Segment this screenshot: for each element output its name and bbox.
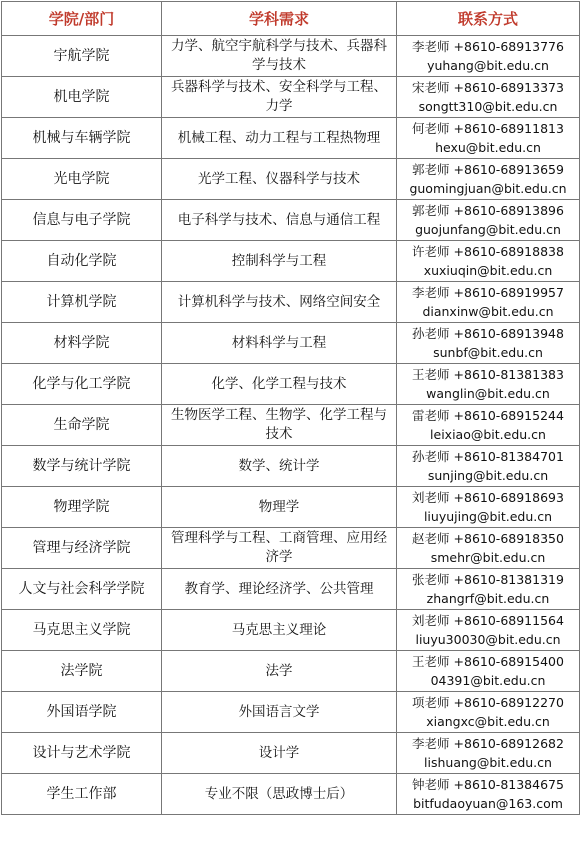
contact-cell [397,487,580,528]
contact-cell [397,651,580,692]
contact-person: 孙老师 +8610-68913948 [412,326,564,341]
subject-cell: 数学、统计学 [162,446,397,487]
header-subject: 学科需求 [162,2,397,36]
contact-person: 雷老师 +8610-68915244 [412,408,564,423]
contact-person: 郭老师 +8610-68913896 [412,203,564,218]
table-row [2,651,580,692]
contact-cell [397,569,580,610]
subject-cell: 教育学、理论经济学、公共管理 [162,569,397,610]
contact-cell [397,610,580,651]
college-cell: 设计与艺术学院 [2,733,162,774]
contact-cell [397,323,580,364]
contact-email[interactable]: leixiao@bit.edu.cn [430,427,546,442]
contact-person: 宋老师 +8610-68913373 [412,80,564,95]
college-cell: 外国语学院 [2,692,162,733]
contact-cell [397,36,580,77]
table-row [2,200,580,241]
contact-cell [397,118,580,159]
contact-person: 刘老师 +8610-68911564 [412,613,564,628]
subject-cell: 生物医学工程、生物学、化学工程与技术 [162,405,397,446]
table-row [2,692,580,733]
contact-email[interactable]: smehr@bit.edu.cn [430,550,546,565]
table-row [2,487,580,528]
subject-cell: 光学工程、仪器科学与技术 [162,159,397,200]
contact-person: 郭老师 +8610-68913659 [412,162,564,177]
table-row [2,733,580,774]
contact-email[interactable]: sunbf@bit.edu.cn [433,345,543,360]
contact-person: 赵老师 +8610-68918350 [412,531,564,546]
contact-cell [397,282,580,323]
subject-cell: 外国语言文学 [162,692,397,733]
college-cell: 材料学院 [2,323,162,364]
contact-email[interactable]: hexu@bit.edu.cn [435,140,541,155]
college-cell: 化学与化工学院 [2,364,162,405]
subject-cell: 控制科学与工程 [162,241,397,282]
contact-email[interactable]: wanglin@bit.edu.cn [426,386,550,401]
contact-cell [397,364,580,405]
header-college: 学院/部门 [2,2,162,36]
college-cell: 机械与车辆学院 [2,118,162,159]
recruitment-table [1,1,580,815]
subject-cell: 机械工程、动力工程与工程热物理 [162,118,397,159]
contact-email[interactable]: 04391@bit.edu.cn [430,673,546,688]
college-cell: 数学与统计学院 [2,446,162,487]
contact-cell [397,77,580,118]
contact-person: 何老师 +8610-68911813 [412,121,564,136]
table-row [2,77,580,118]
subject-cell: 物理学 [162,487,397,528]
contact-email[interactable]: lishuang@bit.edu.cn [424,755,552,770]
contact-email[interactable]: xiangxc@bit.edu.cn [426,714,550,729]
college-cell: 人文与社会科学学院 [2,569,162,610]
college-cell: 学生工作部 [2,774,162,815]
college-cell: 马克思主义学院 [2,610,162,651]
contact-cell [397,528,580,569]
contact-email[interactable]: sunjing@bit.edu.cn [427,468,549,483]
college-cell: 法学院 [2,651,162,692]
subject-cell: 专业不限（思政博士后） [162,774,397,815]
college-cell: 计算机学院 [2,282,162,323]
contact-email[interactable]: dianxinw@bit.edu.cn [422,304,554,319]
contact-email[interactable]: xuxiuqin@bit.edu.cn [423,263,553,278]
table-header-row [2,2,580,36]
subject-cell: 电子科学与技术、信息与通信工程 [162,200,397,241]
contact-person: 王老师 +8610-81381383 [412,367,564,382]
table-row [2,36,580,77]
college-cell: 生命学院 [2,405,162,446]
contact-email[interactable]: liuyujing@bit.edu.cn [423,509,553,524]
contact-email[interactable]: liuyu30030@bit.edu.cn [415,632,561,647]
contact-person: 项老师 +8610-68912270 [412,695,564,710]
header-contact: 联系方式 [397,2,580,36]
table-row [2,405,580,446]
college-cell: 宇航学院 [2,36,162,77]
table-row [2,569,580,610]
contact-person: 李老师 +8610-68919957 [412,285,564,300]
college-cell: 管理与经济学院 [2,528,162,569]
contact-email[interactable]: guojunfang@bit.edu.cn [415,222,561,237]
table-row [2,323,580,364]
college-cell: 物理学院 [2,487,162,528]
contact-cell [397,241,580,282]
subject-cell: 计算机科学与技术、网络空间安全 [162,282,397,323]
contact-person: 张老师 +8610-81381319 [412,572,564,587]
table-row [2,241,580,282]
contact-cell [397,733,580,774]
table-row [2,446,580,487]
contact-person: 李老师 +8610-68913776 [412,39,564,54]
college-cell: 自动化学院 [2,241,162,282]
table-row [2,774,580,815]
table-row [2,118,580,159]
contact-cell [397,159,580,200]
college-cell: 机电学院 [2,77,162,118]
subject-cell: 管理科学与工程、工商管理、应用经济学 [162,528,397,569]
subject-cell: 法学 [162,651,397,692]
contact-cell [397,774,580,815]
contact-cell [397,200,580,241]
contact-email[interactable]: guomingjuan@bit.edu.cn [409,181,567,196]
table-row [2,282,580,323]
contact-person: 许老师 +8610-68918838 [412,244,564,259]
table-row [2,159,580,200]
contact-cell [397,446,580,487]
subject-cell: 设计学 [162,733,397,774]
table-row [2,610,580,651]
table-row [2,528,580,569]
contact-person: 刘老师 +8610-68918693 [412,490,564,505]
contact-person: 孙老师 +8610-81384701 [412,449,564,464]
contact-email[interactable]: bitfudaoyuan@163.com [413,796,563,811]
college-cell: 信息与电子学院 [2,200,162,241]
subject-cell: 马克思主义理论 [162,610,397,651]
subject-cell: 兵器科学与技术、安全科学与工程、力学 [162,77,397,118]
contact-email[interactable]: yuhang@bit.edu.cn [427,58,549,73]
contact-email[interactable]: songtt310@bit.edu.cn [418,99,558,114]
table-row [2,364,580,405]
contact-person: 王老师 +8610-68915400 [412,654,564,669]
subject-cell: 力学、航空宇航科学与技术、兵器科学与技术 [162,36,397,77]
contact-person: 李老师 +8610-68912682 [412,736,564,751]
subject-cell: 材料科学与工程 [162,323,397,364]
contact-email[interactable]: zhangrf@bit.edu.cn [426,591,550,606]
contact-person: 钟老师 +8610-81384675 [412,777,564,792]
contact-cell [397,405,580,446]
subject-cell: 化学、化学工程与技术 [162,364,397,405]
contact-cell [397,692,580,733]
college-cell: 光电学院 [2,159,162,200]
